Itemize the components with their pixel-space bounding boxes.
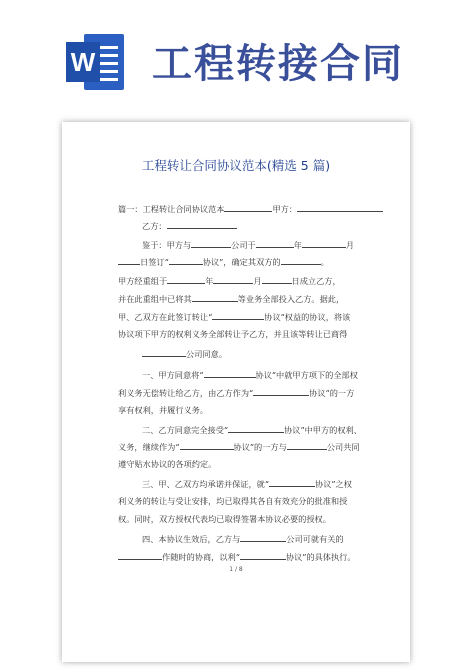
fill-in-blank bbox=[191, 238, 231, 248]
document-page bbox=[62, 122, 410, 662]
document-line bbox=[118, 550, 356, 563]
fill-in-blank bbox=[142, 347, 186, 357]
document-line bbox=[118, 458, 216, 470]
line-text: 协议项下甲方的权利义务全部转让予乙方，并且该等转让已商得 bbox=[118, 329, 348, 339]
fill-in-blank bbox=[167, 274, 205, 284]
line-text: 公司同意。 bbox=[186, 349, 227, 359]
line-text: 二、乙方同意完全接受“ bbox=[142, 425, 229, 435]
document-line bbox=[118, 513, 331, 525]
fill-in-blank bbox=[224, 202, 272, 212]
fill-in-blank bbox=[253, 386, 309, 396]
fill-in-blank bbox=[256, 238, 294, 248]
line-text: 协议”中甲方的权利、 bbox=[284, 425, 362, 435]
document-line bbox=[142, 238, 354, 251]
fill-in-blank bbox=[240, 532, 286, 542]
fill-in-blank bbox=[167, 219, 237, 229]
document-line bbox=[118, 274, 341, 287]
fill-in-blank bbox=[212, 310, 264, 320]
line-text: 协议”权益的协议，将该 bbox=[264, 312, 351, 322]
fill-in-blank bbox=[281, 255, 321, 265]
line-text: 作随时的协商，以利“ bbox=[162, 552, 240, 562]
line-text: 日签订“ bbox=[140, 257, 169, 267]
line-text: 。 bbox=[320, 257, 329, 267]
line-text: 遵守贴水协议的各项约定。 bbox=[118, 459, 217, 469]
line-text: 甲方经重组于 bbox=[118, 276, 168, 286]
word-logo-letter: W bbox=[66, 42, 100, 82]
line-text: 甲、乙双方在此签订转让“ bbox=[118, 312, 213, 322]
line-text: 年 bbox=[293, 240, 302, 250]
document-line bbox=[118, 255, 329, 268]
document-line bbox=[142, 219, 237, 232]
document-line bbox=[118, 440, 360, 453]
document-line bbox=[142, 532, 344, 545]
line-text: 月 bbox=[345, 240, 355, 250]
document-title: 工程转让合同协议范本(精选 5 篇) bbox=[141, 158, 331, 173]
line-text: 年 bbox=[205, 276, 214, 286]
line-text: 等业务全部投入乙方。据此， bbox=[237, 294, 345, 304]
line-text: 公司共同 bbox=[326, 442, 360, 452]
fill-in-blank bbox=[180, 440, 234, 450]
line-text: 利义务无偿转让给乙方，由乙方作为“ bbox=[118, 388, 254, 398]
line-text: 并在此重组中已将其 bbox=[118, 294, 192, 304]
document-line bbox=[142, 368, 358, 381]
line-text: 协议”中就甲方项下的全部权 bbox=[255, 370, 358, 380]
fill-in-blank bbox=[204, 368, 256, 378]
line-text: 日成立乙方， bbox=[291, 276, 341, 286]
document-line bbox=[118, 310, 350, 323]
document-line bbox=[142, 347, 227, 360]
document-line bbox=[118, 386, 354, 399]
document-banner bbox=[0, 0, 474, 110]
document-line bbox=[118, 202, 383, 215]
page-number: 1 / 8 bbox=[229, 566, 243, 573]
line-text: 协议”的一方与 bbox=[233, 442, 287, 452]
line-text: 公司于 bbox=[231, 240, 256, 250]
fill-in-blank bbox=[302, 238, 346, 248]
line-text: 协议”的具体执行。 bbox=[285, 552, 356, 562]
line-text: 鉴于：甲方与 bbox=[142, 240, 192, 250]
line-text: 利义务的转让与受让安排，均已取得其各自有效充分的批准和授 bbox=[118, 496, 348, 506]
fill-in-blank bbox=[169, 255, 203, 265]
fill-in-blank bbox=[213, 274, 253, 284]
fill-in-blank bbox=[192, 292, 238, 302]
banner-title: 工程转接合同 bbox=[152, 41, 404, 87]
line-text: 一、甲方同意将“ bbox=[142, 370, 204, 380]
document-line bbox=[118, 292, 344, 305]
line-text: 公司可就有关的 bbox=[286, 534, 344, 544]
document-line bbox=[142, 477, 352, 490]
line-text: 享有权利，并履行义务。 bbox=[118, 405, 209, 415]
line-text: 四、本协议生效后，乙方与 bbox=[142, 534, 241, 544]
word-logo-icon bbox=[66, 34, 124, 90]
line-text: 三、甲、乙双方均承诺并保证，就“ bbox=[142, 479, 269, 489]
fill-in-blank bbox=[262, 274, 292, 284]
line-text: 篇一：工程转让合同协议范本 bbox=[118, 204, 225, 214]
fill-in-blank bbox=[297, 202, 383, 212]
line-text: 乙方： bbox=[142, 221, 167, 231]
line-text: 协议”的一方 bbox=[309, 388, 355, 398]
line-text: 协议”之权 bbox=[315, 479, 352, 489]
fill-in-blank bbox=[118, 550, 162, 560]
document-line bbox=[118, 404, 208, 416]
document-line bbox=[118, 495, 347, 507]
line-text: 月 bbox=[253, 276, 262, 286]
fill-in-blank bbox=[240, 550, 286, 560]
fill-in-blank bbox=[118, 255, 140, 265]
line-text: 权。同时，双方授权代表均已取得签署本协议必要的授权。 bbox=[118, 514, 331, 524]
line-text: 义务，继续作为“ bbox=[118, 442, 180, 452]
fill-in-blank bbox=[269, 477, 315, 487]
line-text: 甲方： bbox=[272, 204, 298, 214]
line-text: 协议”，确定其双方的 bbox=[202, 257, 281, 267]
document-line bbox=[142, 423, 362, 436]
fill-in-blank bbox=[287, 440, 327, 450]
document-line bbox=[118, 328, 347, 340]
fill-in-blank bbox=[228, 423, 284, 433]
